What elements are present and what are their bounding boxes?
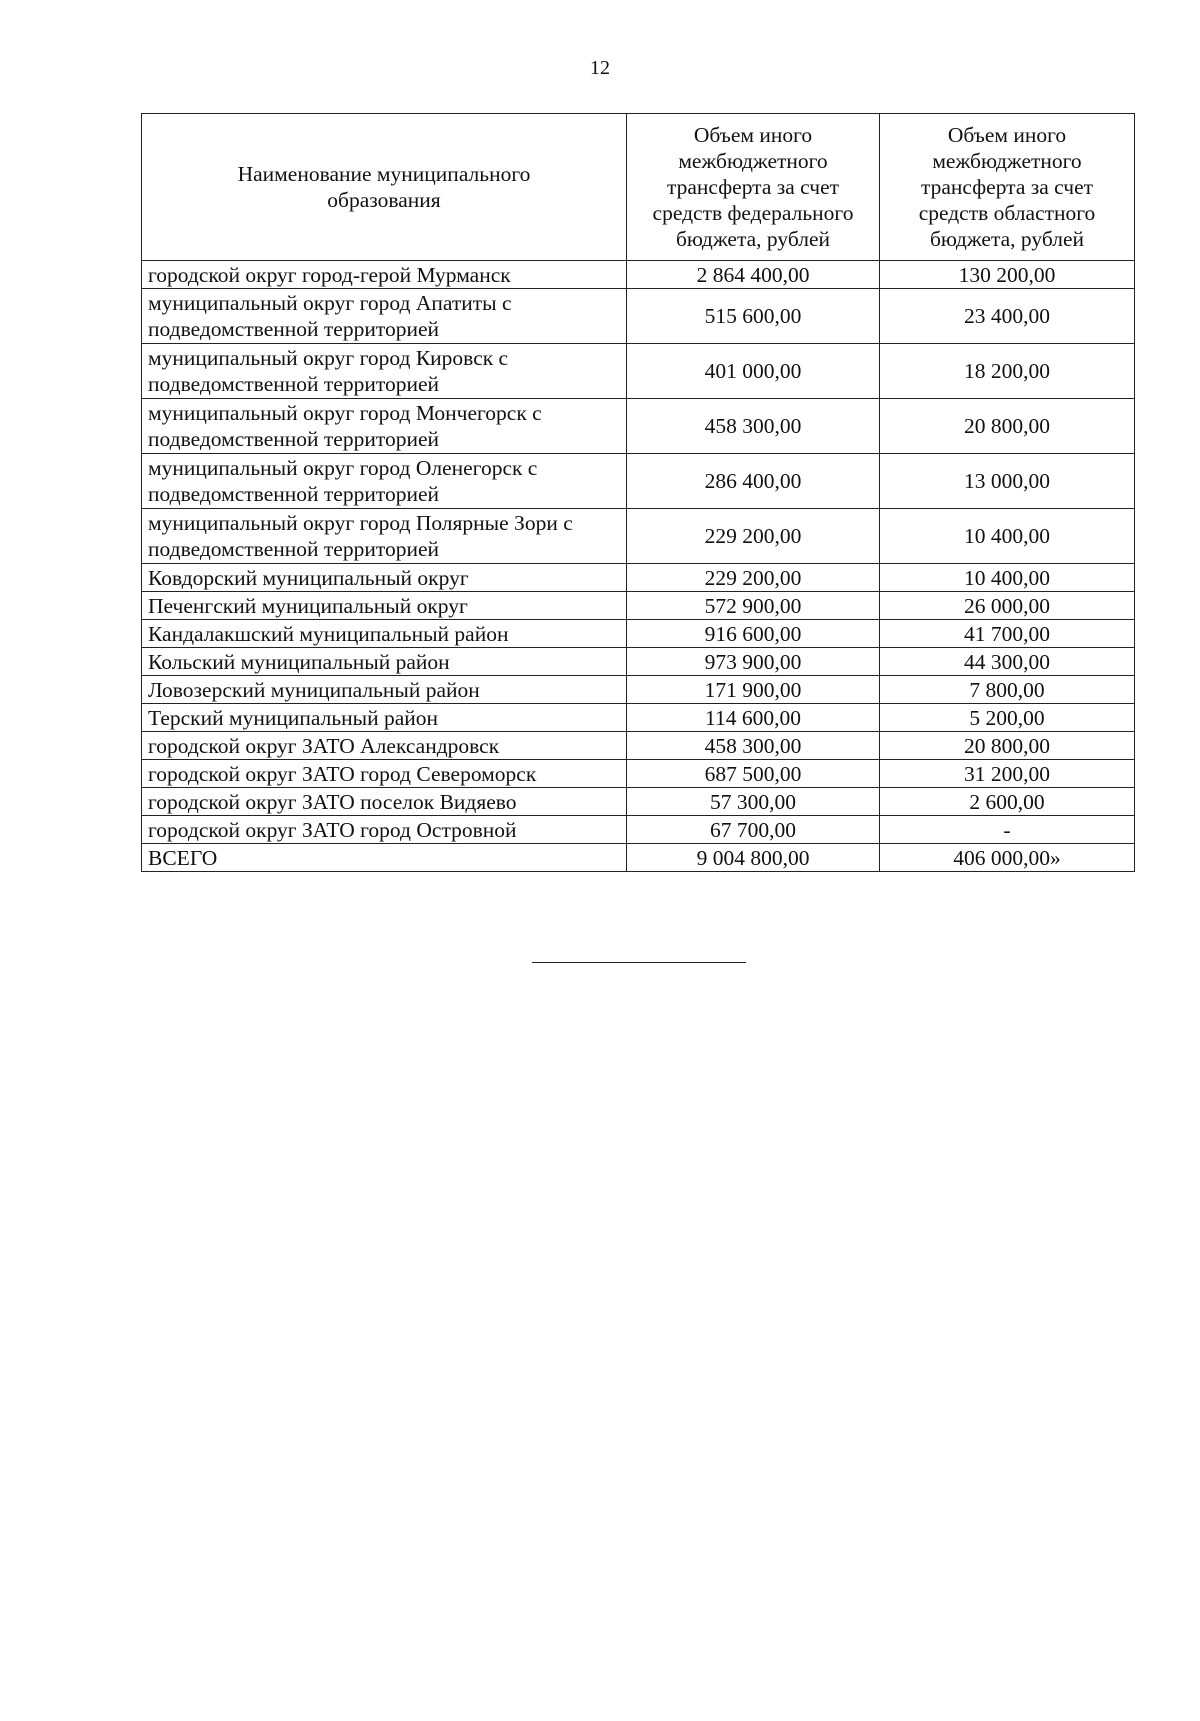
table-row bbox=[142, 648, 1135, 676]
regional-amount: 5 200,00 bbox=[880, 704, 1135, 732]
federal-amount: 401 000,00 bbox=[627, 344, 880, 399]
municipality-name: городской округ ЗАТО город Североморск bbox=[142, 760, 627, 788]
regional-amount: 2 600,00 bbox=[880, 788, 1135, 816]
table-header-row bbox=[142, 114, 1135, 261]
table-row bbox=[142, 509, 1135, 564]
table-row bbox=[142, 592, 1135, 620]
table-row bbox=[142, 344, 1135, 399]
table-row bbox=[142, 261, 1135, 289]
regional-amount: - bbox=[880, 816, 1135, 844]
federal-amount: 114 600,00 bbox=[627, 704, 880, 732]
municipality-name: городской округ ЗАТО Александровск bbox=[142, 732, 627, 760]
regional-amount: 18 200,00 bbox=[880, 344, 1135, 399]
municipality-name: Кандалакшский муниципальный район bbox=[142, 620, 627, 648]
header-regional-transfer: Объем иного межбюджетного трансферта за счет средств областного бюджета, рублей bbox=[880, 114, 1135, 261]
table-row bbox=[142, 760, 1135, 788]
municipality-name: муниципальный округ город Апатиты с подведомственной территорией bbox=[142, 289, 627, 344]
table-row bbox=[142, 676, 1135, 704]
document-end-line bbox=[532, 962, 746, 963]
regional-amount: 7 800,00 bbox=[880, 676, 1135, 704]
federal-amount: 572 900,00 bbox=[627, 592, 880, 620]
page-number: 12 bbox=[590, 57, 610, 79]
table-row bbox=[142, 816, 1135, 844]
table-row bbox=[142, 788, 1135, 816]
federal-amount: 458 300,00 bbox=[627, 399, 880, 454]
regional-amount: 23 400,00 bbox=[880, 289, 1135, 344]
federal-amount: 229 200,00 bbox=[627, 509, 880, 564]
municipality-name: муниципальный округ город Полярные Зори с подведомственной территорией bbox=[142, 509, 627, 564]
federal-amount: 286 400,00 bbox=[627, 454, 880, 509]
regional-amount: 31 200,00 bbox=[880, 760, 1135, 788]
federal-amount: 2 864 400,00 bbox=[627, 261, 880, 289]
municipality-name: городской округ ЗАТО поселок Видяево bbox=[142, 788, 627, 816]
header-federal-transfer: Объем иного межбюджетного трансферта за счет средств федерального бюджета, рублей bbox=[627, 114, 880, 261]
municipality-name: муниципальный округ город Кировск с подведомственной территорией bbox=[142, 344, 627, 399]
federal-amount: 515 600,00 bbox=[627, 289, 880, 344]
municipality-name: Кольский муниципальный район bbox=[142, 648, 627, 676]
total-federal-amount: 9 004 800,00 bbox=[627, 844, 880, 872]
total-regional-amount: 406 000,00» bbox=[880, 844, 1135, 872]
federal-amount: 229 200,00 bbox=[627, 564, 880, 592]
table-row bbox=[142, 620, 1135, 648]
regional-amount: 44 300,00 bbox=[880, 648, 1135, 676]
municipality-name: городской округ город-герой Мурманск bbox=[142, 261, 627, 289]
municipality-name: Терский муниципальный район bbox=[142, 704, 627, 732]
table-total-row bbox=[142, 844, 1135, 872]
regional-amount: 20 800,00 bbox=[880, 732, 1135, 760]
transfers-table bbox=[141, 113, 1135, 872]
municipality-name: муниципальный округ город Оленегорск с подведомственной территорией bbox=[142, 454, 627, 509]
federal-amount: 67 700,00 bbox=[627, 816, 880, 844]
federal-amount: 916 600,00 bbox=[627, 620, 880, 648]
municipality-name: городской округ ЗАТО город Островной bbox=[142, 816, 627, 844]
header-municipality: Наименование муниципального образования bbox=[142, 114, 627, 261]
regional-amount: 13 000,00 bbox=[880, 454, 1135, 509]
regional-amount: 26 000,00 bbox=[880, 592, 1135, 620]
federal-amount: 171 900,00 bbox=[627, 676, 880, 704]
table-row bbox=[142, 454, 1135, 509]
municipality-name: Печенгский муниципальный округ bbox=[142, 592, 627, 620]
regional-amount: 41 700,00 bbox=[880, 620, 1135, 648]
federal-amount: 687 500,00 bbox=[627, 760, 880, 788]
municipality-name: Ковдорский муниципальный округ bbox=[142, 564, 627, 592]
table-row bbox=[142, 704, 1135, 732]
table-row bbox=[142, 399, 1135, 454]
municipality-name: муниципальный округ город Мончегорск с подведомственной территорией bbox=[142, 399, 627, 454]
municipality-name: Ловозерский муниципальный район bbox=[142, 676, 627, 704]
federal-amount: 973 900,00 bbox=[627, 648, 880, 676]
regional-amount: 20 800,00 bbox=[880, 399, 1135, 454]
regional-amount: 130 200,00 bbox=[880, 261, 1135, 289]
regional-amount: 10 400,00 bbox=[880, 509, 1135, 564]
regional-amount: 10 400,00 bbox=[880, 564, 1135, 592]
table-row bbox=[142, 564, 1135, 592]
total-label: ВСЕГО bbox=[142, 844, 627, 872]
federal-amount: 57 300,00 bbox=[627, 788, 880, 816]
table-row bbox=[142, 732, 1135, 760]
table-row bbox=[142, 289, 1135, 344]
federal-amount: 458 300,00 bbox=[627, 732, 880, 760]
